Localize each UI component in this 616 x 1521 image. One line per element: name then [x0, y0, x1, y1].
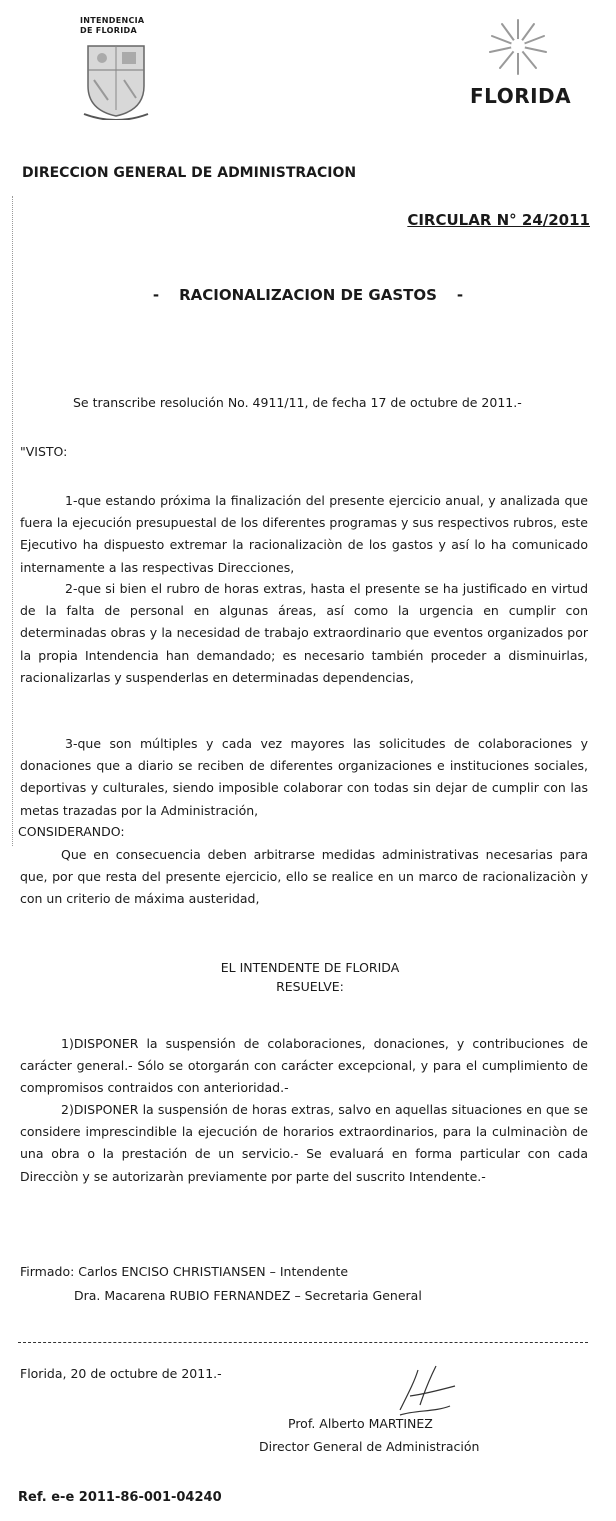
org-line-1: INTENDENCIA	[80, 16, 145, 25]
organization-name	[80, 16, 144, 36]
brand-name: FLORIDA	[470, 84, 572, 108]
handwritten-signature-icon	[370, 1360, 490, 1420]
sun-emblem-icon	[478, 14, 558, 80]
subject-title	[0, 286, 616, 304]
visto-label: "VISTO:	[20, 444, 68, 459]
resolution-2: 2)DISPONER la suspensión de horas extras, salvo en aquellas situaciones en que se considere imprescindible la ejecución de horarios extraordinarios, para la culminaciòn de una obra o la prestación de un servicio.- Se evaluará en forma particular con cada Direcciòn y se autorizaràn previamente por parte del suscrito Intendente.-	[20, 1102, 588, 1184]
subject-dash-left: -	[152, 286, 160, 304]
signer-title: Director General de Administración	[259, 1439, 480, 1454]
place-date: Florida, 20 de octubre de 2011.-	[20, 1366, 222, 1381]
reference-number: Ref. e-e 2011-86-001-04240	[18, 1490, 222, 1505]
visto-item-1: 1-que estando próxima la finalización del presente ejercicio anual, y analizada que fuera la ejecución presupuestal de los diferentes programas y sus respectivos rubros, este Ejecutivo ha dispuesto extremar la racionalizaciòn de los gastos y así lo ha comunicado internamente a las respectivas Direcciones,	[20, 493, 588, 575]
coat-of-arms-icon	[78, 40, 154, 120]
visto-item-3: 3-que son múltiples y cada vez mayores las solicitudes de colaboraciones y donaciones que a diario se reciben de diferentes organizaciones e instituciones sociales, deportivas y culturales, siendo imposible colaborar con todas sin dejar de cumplir con las metas trazadas por la Administración,	[20, 736, 588, 818]
signed-line-2: Dra. Macarena RUBIO FERNANDEZ – Secretaria General	[74, 1288, 422, 1303]
signed-line-1: Firmado: Carlos ENCISO CHRISTIANSEN – Intendente	[20, 1264, 349, 1279]
department-title: DIRECCION GENERAL DE ADMINISTRACION	[22, 165, 357, 181]
org-line-2: DE FLORIDA	[80, 26, 137, 35]
subject-text: RACIONALIZACION DE GASTOS	[179, 286, 437, 304]
separator-line	[18, 1342, 588, 1343]
subject-dash-right: -	[456, 286, 464, 304]
circular-number: CIRCULAR N° 24/2011	[407, 211, 590, 229]
resolution-1: 1)DISPONER la suspensión de colaboraciones, donaciones, y contribuciones de carácter general.- Sólo se otorgarán con carácter excepcional, y para el cumplimiento de compromisos contraidos con anterioridad.-	[20, 1036, 588, 1096]
considerando-label: CONSIDERANDO:	[18, 824, 125, 839]
considerando-text: Que en consecuencia deben arbitrarse medidas administrativas necesarias para que, por que resta del presente ejercicio, ello se realice en un marco de racionalizaciòn y con un criterio de máxima austeridad,	[20, 847, 588, 907]
authority-line: EL INTENDENTE DE FLORIDA	[220, 960, 400, 975]
transcription-line: Se transcribe resolución No. 4911/11, de fecha 17 de octubre de 2011.-	[73, 395, 522, 410]
signer-name: Prof. Alberto MARTINEZ	[288, 1416, 433, 1431]
visto-item-2: 2-que si bien el rubro de horas extras, hasta el presente se ha justificado en virtud de la falta de personal en algunas áreas, así como la urgencia en cumplir con determinadas obras y la necesidad de trabajo extraordinario que eventos organizados por la propia Intendencia han demandado; es necesario también proceder a disminuirlas, racionalizarlas y suspenderlas en determinadas dependencias,	[20, 581, 588, 685]
resuelve-line: RESUELVE:	[276, 979, 344, 994]
